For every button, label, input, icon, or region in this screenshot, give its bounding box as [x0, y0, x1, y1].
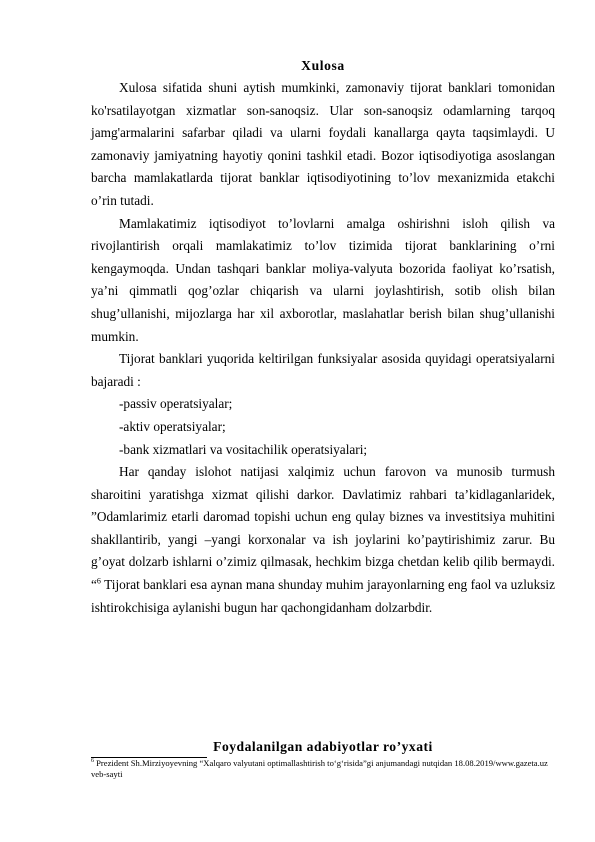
footnote-reference[interactable]: 6	[96, 576, 101, 586]
footnote-text: Prezident Sh.Mirziyoyevning “Xalqaro valyutani optimallashtirish to‘g‘risida”gi anjumandagi nutqidan 18.08.2019/www.gazeta.uz veb-sayti	[91, 758, 548, 779]
footnote	[91, 758, 555, 780]
paragraph-payment-system: Mamlakatimiz iqtisodiyot to’lovlarni amalga oshirishni isloh qilish va rivojlantirish orqali mamlakatimiz to’lov tizimida tijorat banklarining o’rni kengaymoqda. Undan tashqari banklar moliya-valyuta bozorida faoliyat ko’rsatish, ya’ni qimmatli qog’ozlar chiqarish va ularni joylashtirish, sotib olish bilan shug’ullanishi, mijozlarga har xil axborotlar, maslahatlar berish bilan shug’ullanishi mumkin.	[91, 215, 555, 344]
references-heading: Foydalanilgan adabiyotlar ro’yxati	[213, 739, 433, 754]
operation-item-active: -aktiv operatsiyalar;	[119, 418, 226, 434]
document-body	[91, 56, 555, 619]
footnote-mark: 6	[91, 758, 94, 765]
paragraph-reform	[91, 461, 555, 619]
section-title: Xulosa	[301, 58, 345, 73]
paragraph-operations-intro: Tijorat banklari yuqorida keltirilgan funksiyalar asosida quyidagi operatsiyalarni bajaradi :	[91, 351, 555, 389]
paragraph-conclusion-intro: Xulosa sifatida shuni aytish mumkinki, zamonaviy tijorat banklari tomonidan ko'rsatilayotgan xizmatlar son-sanoqsiz. Ular son-sanoqsiz odamlarning tarqoq jamg'armalarini safarbar qiladi va ularni foydali kanallarga qayta taqsimlaydi. U zamonaviy jamiyatning hayotiy qonini tashkil etadi. Bozor iqtisodiyotiga asoslangan barcha mamlakatlarda tijorat banklar iqtisodiyotining to’lov mexanizmida etakchi o’rin tutadi.	[91, 80, 555, 208]
operation-item-services: -bank xizmatlari va vositachilik operatsiyalari;	[119, 441, 368, 457]
paragraph-reform-text-end: Tijorat banklari esa aynan mana shunday muhim jarayonlarning eng faol va uzluksiz ishtirokchisiga aylanishi bugun har qachongidanham dolzarbdir.	[91, 577, 555, 615]
paragraph-reform-text-start: Har qanday islohot natijasi xalqimiz uchun farovon va munosib turmush sharoitini yaratishga xizmat qilishi darkor. Davlatimiz rahbari ta’kidlaganlaridek, ”Odamlarimiz etarli daromad topishi uchun eng qulay biznes va investitsiya muhitini shakllantirib, yangi –yangi korxonalar va ish joylarini ko’paytirishimiz zarur. Bu g’oyat dolzarb ishlarni o’zimiz qilmasak, hechkim bizga chetdan kelib qilib bermaydi. “	[91, 464, 555, 593]
operation-item-passive: -passiv operatsiyalar;	[119, 396, 233, 412]
